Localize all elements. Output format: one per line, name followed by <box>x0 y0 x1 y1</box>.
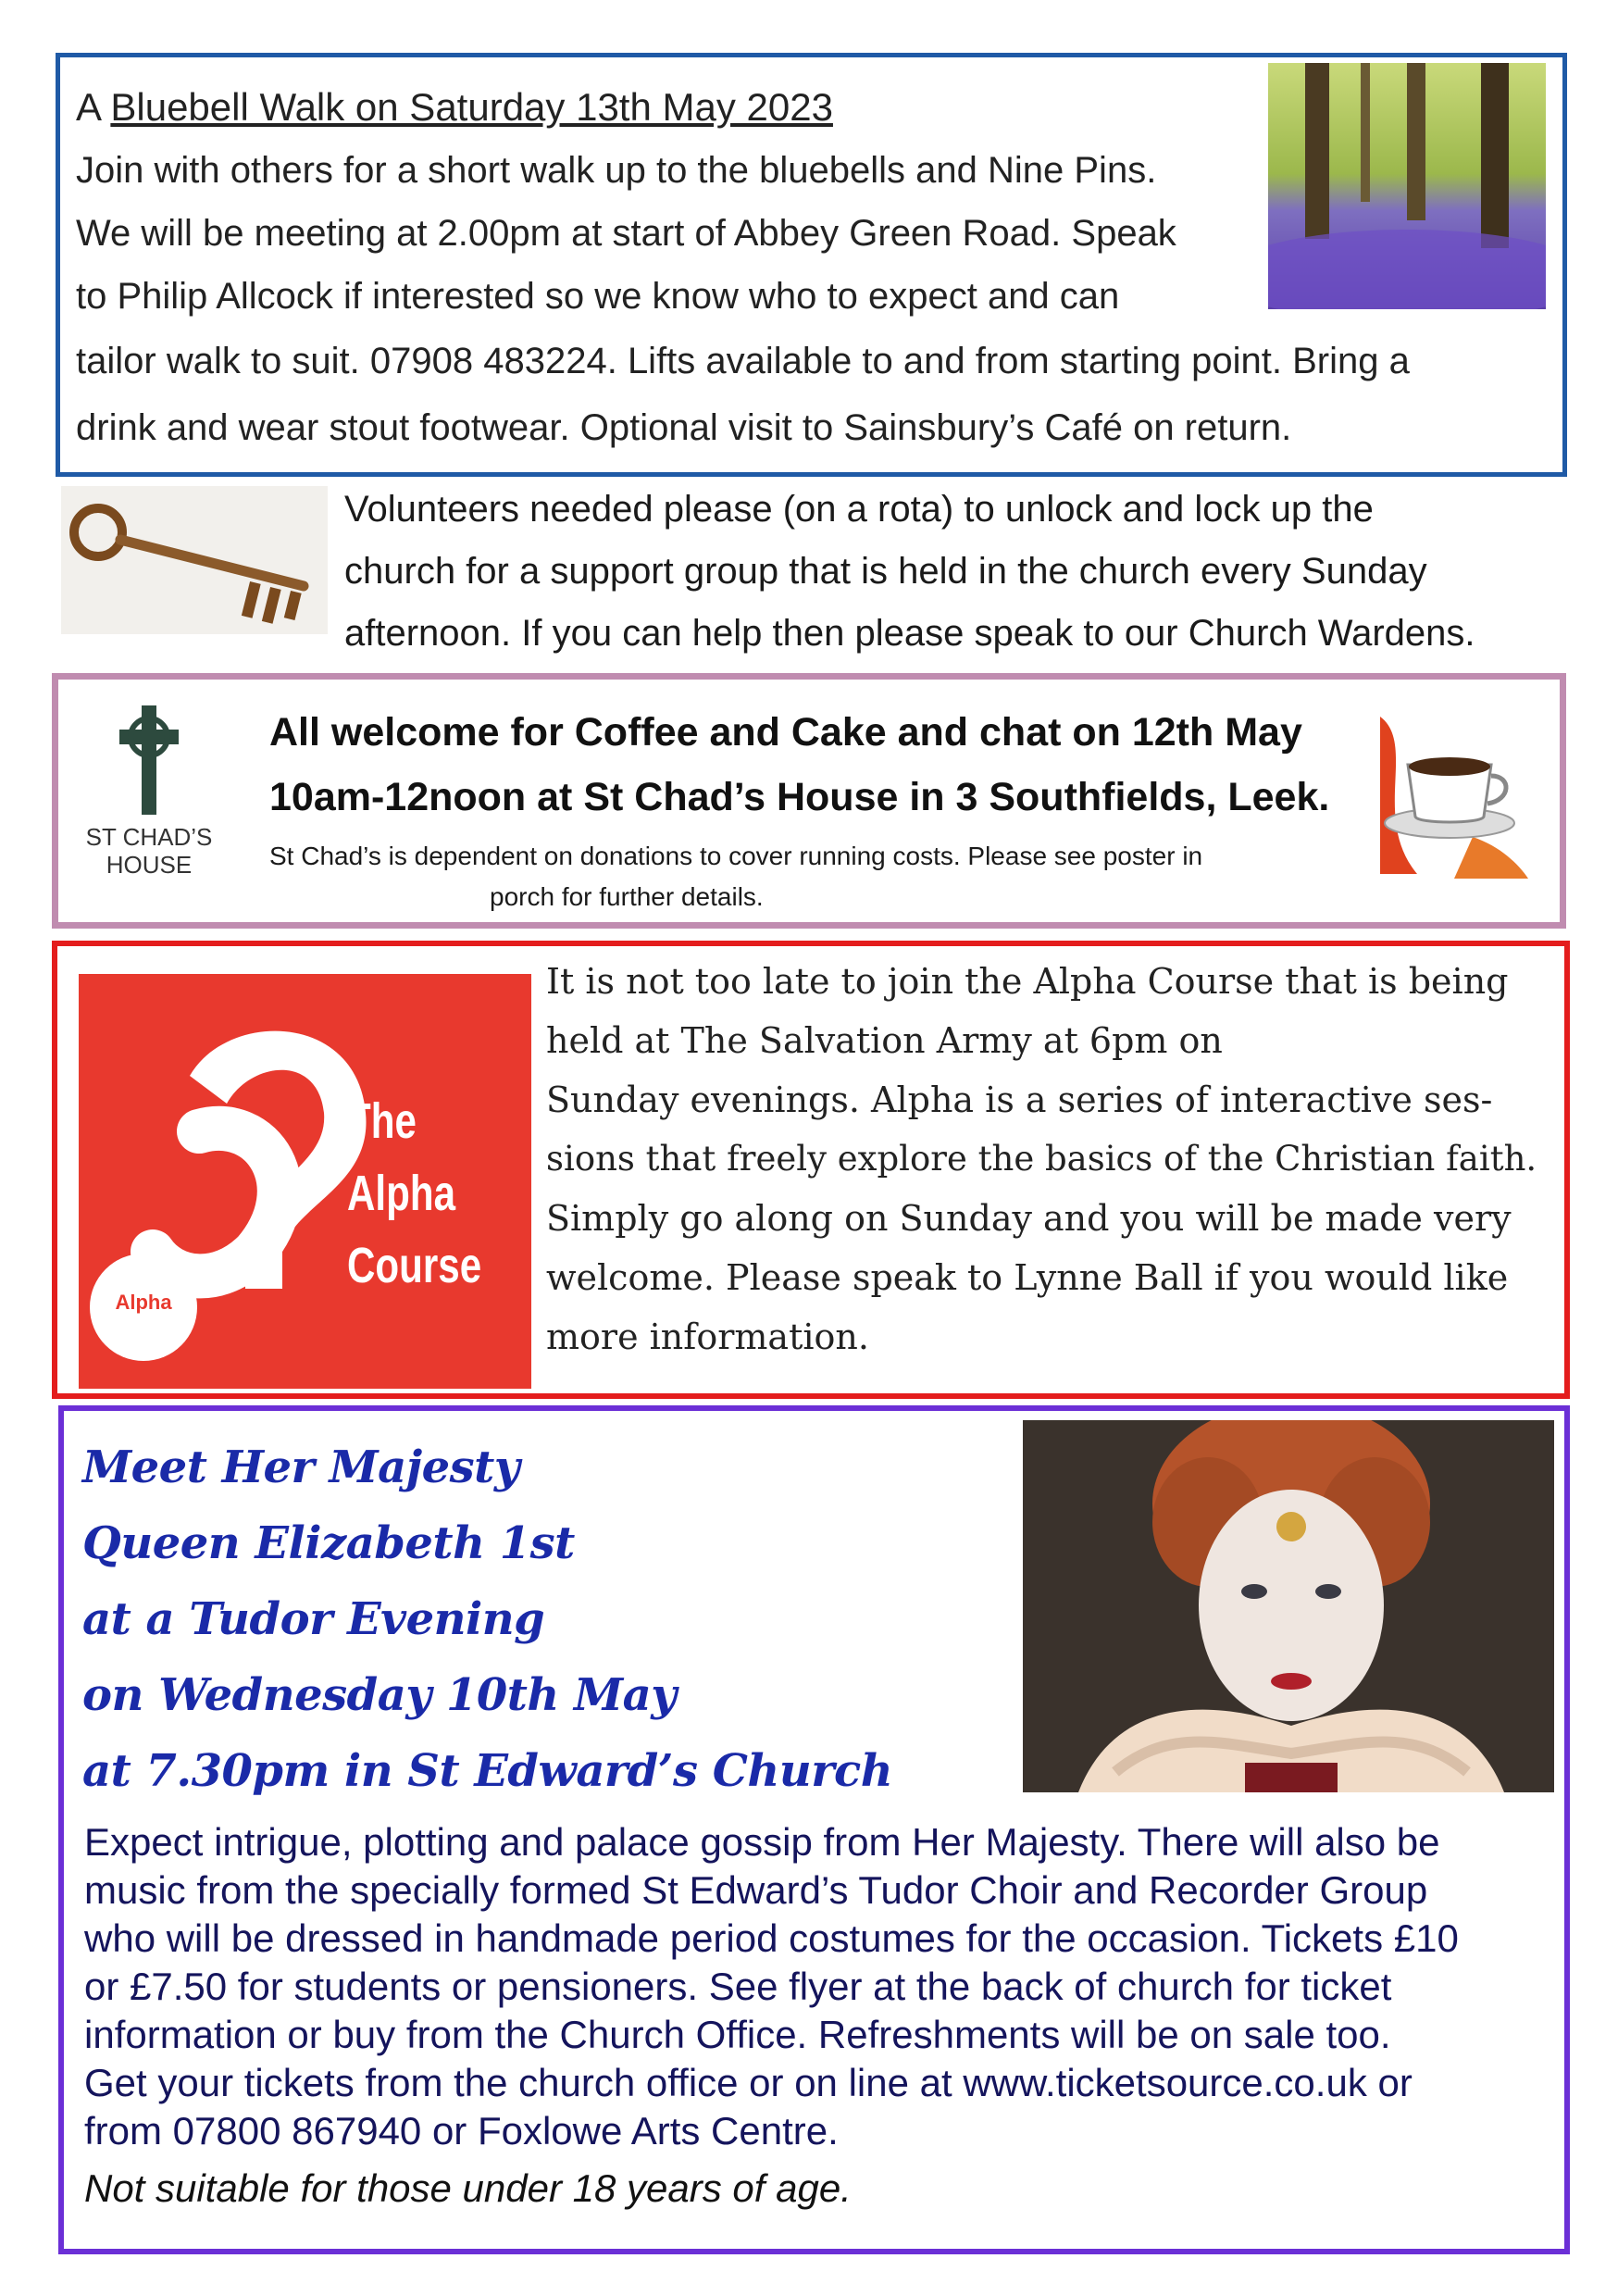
alpha-line: held at The Salvation Army at 6pm on <box>546 1020 1223 1061</box>
tudor-body-line: or £7.50 for students or pensioners. See flyer at the back of church for ticket <box>84 1965 1392 2008</box>
logo-line2: HOUSE <box>106 851 193 879</box>
alpha-line: more information. <box>546 1316 869 1357</box>
coffee-note: porch for further details. <box>490 882 764 911</box>
coffee-headline: 10am-12noon at St Chad’s House in 3 Southfields, Leek. <box>269 775 1330 819</box>
tudor-heading-line: at 7.30pm in St Edward’s Church <box>82 1745 893 1797</box>
tudor-body-line: information or buy from the Church Office. Refreshments will be on sale too. <box>84 2013 1391 2056</box>
volunteers-line: Volunteers needed please (on a rota) to unlock and lock up the <box>344 489 1374 530</box>
alpha-course-logo <box>79 974 531 1389</box>
volunteers-line: afternoon. If you can help then please speak to our Church Wardens. <box>344 613 1475 654</box>
coffee-headline: All welcome for Coffee and Cake and chat on 12th May <box>269 710 1302 755</box>
bluebell-title-line <box>76 76 833 139</box>
tudor-body-line: who will be dressed in handmade period costumes for the occasion. Tickets £10 <box>84 1916 1459 1960</box>
bluebell-line: Join with others for a short walk up to the bluebells and Nine Pins. <box>76 150 1157 191</box>
alpha-logo-word: Course <box>347 1238 482 1293</box>
tudor-heading-line: on Wednesday 10th May <box>82 1669 677 1721</box>
bluebell-walk-notice <box>56 53 1567 477</box>
alpha-badge: Alpha <box>115 1291 172 1314</box>
alpha-line: welcome. Please speak to Lynne Ball if you would like <box>546 1257 1509 1298</box>
alpha-line: sions that freely explore the basics of the Christian faith. <box>546 1139 1537 1179</box>
alpha-logo-text <box>347 1085 481 1302</box>
queen-elizabeth-portrait <box>1023 1420 1554 1792</box>
bluebell-title-prefix: A <box>76 85 111 129</box>
st-chads-logo <box>84 698 214 906</box>
coffee-note: St Chad’s is dependent on donations to cover running costs. Please see poster in <box>269 842 1203 870</box>
alpha-course-notice <box>52 941 1570 1399</box>
tudor-body-line: Expect intrigue, plotting and palace gossip from Her Majesty. There will also be <box>84 1820 1440 1864</box>
bluebell-title: Bluebell Walk on Saturday 13th May 2023 <box>110 85 833 129</box>
key-icon <box>61 486 328 634</box>
tudor-evening-notice <box>58 1405 1570 2254</box>
volunteers-notice <box>56 479 1567 656</box>
tudor-body-line: from 07800 867940 or Foxlowe Arts Centre. <box>84 2109 839 2152</box>
alpha-line: Sunday evenings. Alpha is a series of interactive ses- <box>546 1079 1493 1120</box>
coffee-cup-icon <box>1362 707 1528 883</box>
alpha-logo-word: The <box>347 1093 417 1149</box>
coffee-morning-notice <box>52 673 1566 929</box>
tudor-body-line: Get your tickets from the church office or on line at www.ticketsource.co.uk or <box>84 2061 1413 2104</box>
tudor-age-warning: Not suitable for those under 18 years of age. <box>84 2166 852 2210</box>
tudor-heading-line: Meet Her Majesty <box>82 1441 520 1493</box>
tudor-body-line: music from the specially formed St Edward’s Tudor Choir and Recorder Group <box>84 1868 1428 1912</box>
alpha-logo-word: Alpha <box>347 1166 456 1221</box>
bluebell-line: We will be meeting at 2.00pm at start of Abbey Green Road. Speak <box>76 213 1176 254</box>
bluebell-line: to Philip Allcock if interested so we know who to expect and can <box>76 276 1120 317</box>
bluebell-wood-photo <box>1268 63 1546 309</box>
volunteers-line: church for a support group that is held in the church every Sunday <box>344 551 1427 592</box>
tudor-heading-line: at a Tudor Evening <box>82 1593 545 1645</box>
alpha-line: Simply go along on Sunday and you will be made very <box>546 1198 1512 1239</box>
alpha-line: It is not too late to join the Alpha Course that is being <box>546 961 1509 1002</box>
celtic-cross-icon <box>84 698 214 818</box>
bluebell-line: tailor walk to suit. 07908 483224. Lifts available to and from starting point. Bring a <box>76 341 1410 381</box>
logo-line1: ST CHAD’S <box>85 823 213 851</box>
tudor-heading-line: Queen Elizabeth 1st <box>82 1517 575 1569</box>
bluebell-line: drink and wear stout footwear. Optional visit to Sainsbury’s Café on return. <box>76 407 1292 448</box>
